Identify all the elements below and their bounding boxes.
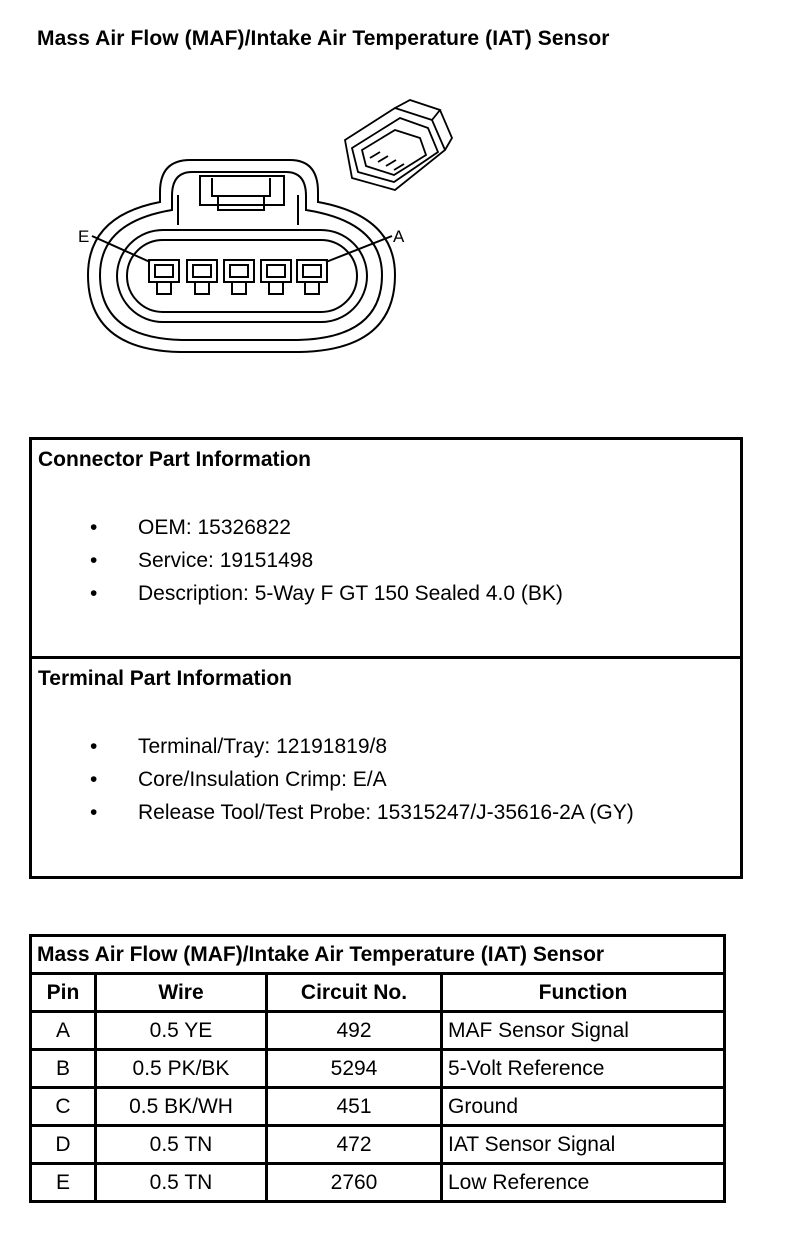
connector-thumbnail xyxy=(345,100,452,190)
bullet-icon: • xyxy=(90,801,98,824)
bullet-icon: • xyxy=(90,735,98,758)
terminal-part-section: Terminal Part Information • Terminal/Tray: 12191819/8 • Core/Insulation Crimp: E/A • Release Tool/Test Probe: 15315247/J-35616-2A (GY) xyxy=(38,667,634,824)
part-information-box xyxy=(29,437,743,879)
pin-label-a: A xyxy=(393,227,405,246)
connector-part-section: Connector Part Information • OEM: 15326822 • Service: 19151498 • Description: 5-Way F GT 150 Sealed 4.0 (BK) xyxy=(32,440,740,659)
table-row: C 0.5 BK/WH 451 Ground xyxy=(31,1088,725,1126)
pin-table-caption: Mass Air Flow (MAF)/Intake Air Temperature (IAT) Sensor xyxy=(31,936,725,974)
bullet-icon: • xyxy=(90,549,98,572)
header-wire: Wire xyxy=(96,974,267,1012)
bullet-icon: • xyxy=(90,582,98,605)
bullet-icon: • xyxy=(90,768,98,791)
table-row: D 0.5 TN 472 IAT Sensor Signal xyxy=(31,1126,725,1164)
connector-diagram xyxy=(70,95,470,365)
bullet-icon: • xyxy=(90,516,98,539)
connector-part-heading: Connector Part Information xyxy=(38,448,312,471)
pin-cavities xyxy=(149,260,327,294)
page-title: Mass Air Flow (MAF)/Intake Air Temperature (IAT) Sensor xyxy=(37,27,610,50)
pin-label-e: E xyxy=(78,227,90,246)
header-function: Function xyxy=(442,974,725,1012)
table-row: E 0.5 TN 2760 Low Reference xyxy=(31,1164,725,1202)
table-row: A 0.5 YE 492 MAF Sensor Signal xyxy=(31,1012,725,1050)
table-row: B 0.5 PK/BK 5294 5-Volt Reference xyxy=(31,1050,725,1088)
header-pin: Pin xyxy=(31,974,96,1012)
pin-table xyxy=(29,934,726,1203)
header-circuit: Circuit No. xyxy=(267,974,442,1012)
table-header-row xyxy=(31,974,725,1012)
terminal-part-heading: Terminal Part Information xyxy=(38,667,292,690)
